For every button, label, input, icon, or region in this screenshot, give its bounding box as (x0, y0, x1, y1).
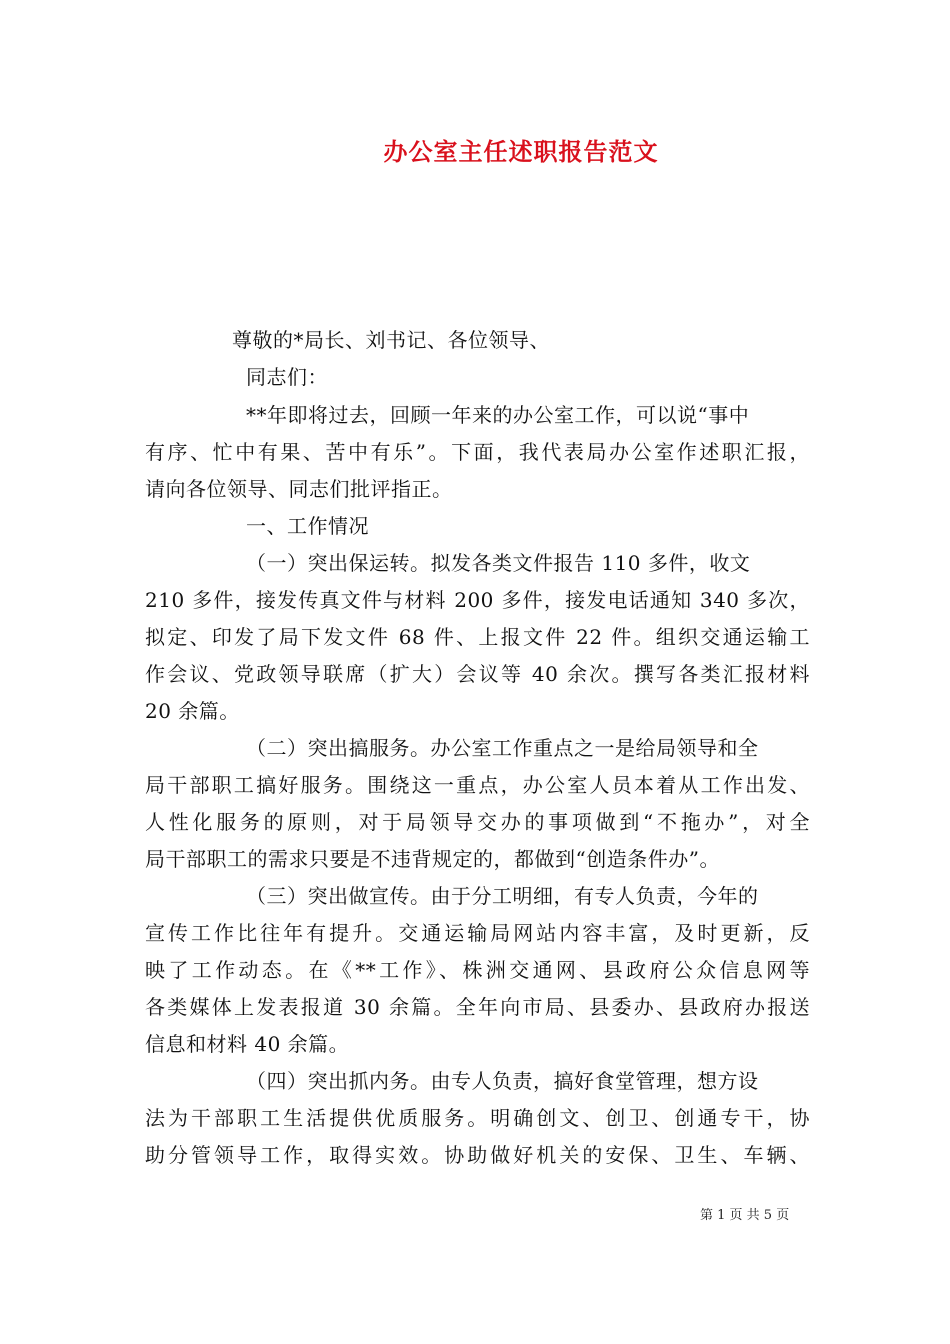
para1-line-2: 210 多件，接发传真文件与材料 200 多件，接发电话通知 340 多次， (145, 588, 810, 612)
page-number-footer: 第 1 页 共 5 页 (700, 1208, 790, 1223)
document-title: 办公室主任述职报告范文 (383, 137, 659, 166)
intro-line-1: **年即将过去，回顾一年来的办公室工作，可以说“事中 (246, 403, 750, 427)
para3-line-5: 信息和材料 40 余篇。 (145, 1032, 350, 1056)
para3-line-2: 宣传工作比往年有提升。交通运输局网站内容丰富，及时更新，反 (145, 921, 810, 945)
para1-line-1: （一）突出保运转。拟发各类文件报告 110 多件，收文 (246, 551, 751, 575)
para2-line-3: 人性化服务的原则，对于局领导交办的事项做到“不拖办”，对全 (145, 810, 810, 834)
para2-line-4: 局干部职工的需求只要是不违背规定的，都做到“创造条件办”。 (145, 847, 720, 871)
para2-line-1: （二）突出搞服务。办公室工作重点之一是给局领导和全 (246, 736, 759, 760)
para3-line-3: 映了工作动态。在《**工作》、株洲交通网、县政府公众信息网等 (145, 958, 810, 982)
para3-line-4: 各类媒体上发表报道 30 余篇。全年向市局、县委办、县政府办报送 (145, 995, 810, 1019)
salutation-line: 同志们： (246, 365, 328, 389)
para4-line-3: 助分管领导工作，取得实效。协助做好机关的安保、卫生、车辆、 (145, 1143, 810, 1167)
para1-line-5: 20 余篇。 (145, 699, 240, 723)
section-heading-work: 一、工作情况 (246, 514, 369, 538)
para4-line-2: 法为干部职工生活提供优质服务。明确创文、创卫、创通专干，协 (145, 1106, 810, 1130)
para4-line-1: （四）突出抓内务。由专人负责，搞好食堂管理，想方设 (246, 1069, 759, 1093)
para2-line-2: 局干部职工搞好服务。围绕这一重点，办公室人员本着从工作出发、 (145, 773, 810, 797)
para3-line-1: （三）突出做宣传。由于分工明细，有专人负责，今年的 (246, 884, 759, 908)
para1-line-4: 作会议、党政领导联席（扩大）会议等 40 余次。撰写各类汇报材料 (145, 662, 810, 686)
intro-line-2: 有序、忙中有果、苦中有乐”。下面，我代表局办公室作述职汇报， (145, 440, 810, 464)
intro-line-3: 请向各位领导、同志们批评指正。 (145, 477, 453, 501)
para1-line-3: 拟定、印发了局下发文件 68 件、上报文件 22 件。组织交通运输工 (145, 625, 810, 649)
greeting-line: 尊敬的*局长、刘书记、各位领导、 (232, 328, 550, 352)
